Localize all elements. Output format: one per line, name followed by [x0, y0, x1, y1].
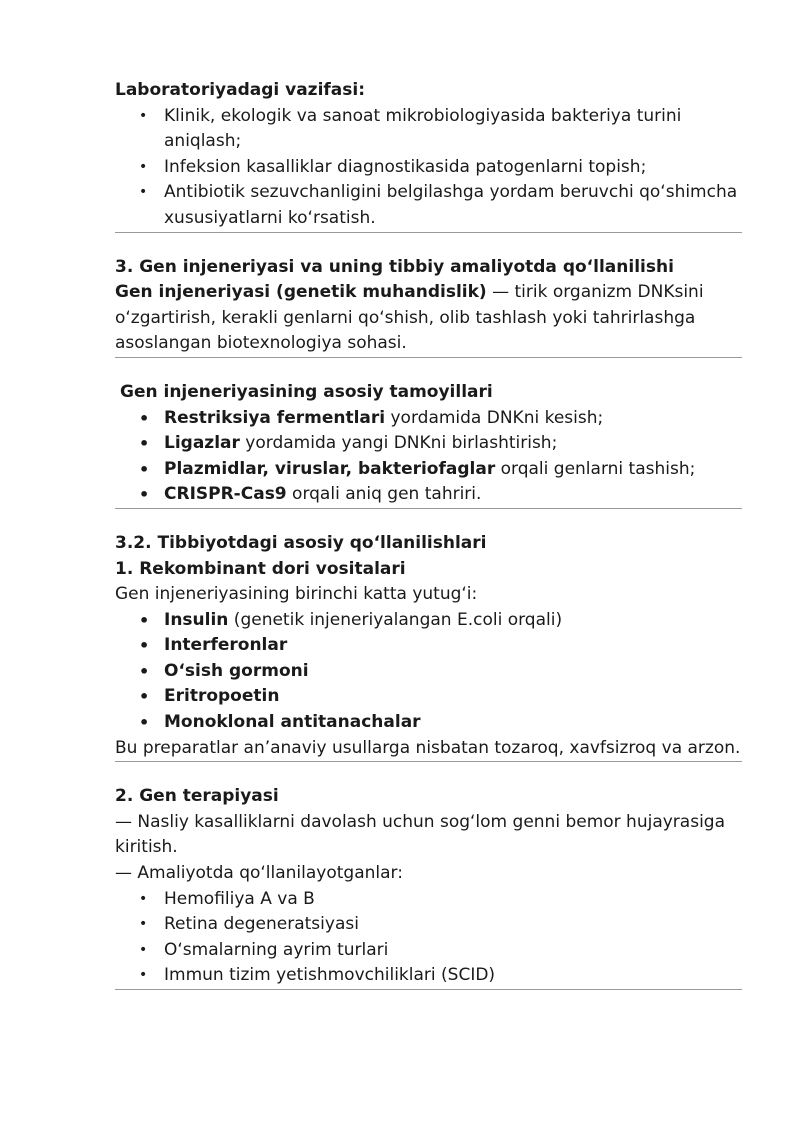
- item-text: (genetik injeneriyalangan E.coli orqali): [228, 609, 563, 630]
- gene-therapy-list: [115, 887, 742, 989]
- gene-engineering-heading: 3. Gen injeneriyasi va uning tibbiy amaliyotda qo‘llanilishi: [115, 256, 674, 277]
- item-term: Ligazlar: [164, 433, 240, 454]
- list-item: • Hemofiliya A va B: [115, 887, 742, 913]
- list-item: [115, 457, 742, 483]
- recombinant-intro: Gen injeneriyasining birinchi katta yutug‘i:: [115, 584, 478, 605]
- item-text: yordamida yangi DNKni birlashtirish;: [239, 433, 558, 454]
- item-term: Plazmidlar, viruslar, bakteriofaglar: [164, 458, 496, 479]
- principles-section: [115, 380, 742, 509]
- principles-list: [115, 406, 742, 508]
- definition-text: — tirik organizm DNKsini o‘zgartirish, kerakli genlarni qo‘shish, olib tashlash yoki tahrirlashga asoslangan biotexnologiya sohasi.: [115, 282, 704, 354]
- recombinant-drugs-subheading: 1. Rekombinant dori vositalari: [115, 558, 406, 579]
- item-term: O‘sish gormoni: [164, 660, 309, 681]
- list-item: • Infeksion kasalliklar diagnostikasida patogenlarni topish;: [115, 155, 742, 181]
- lab-tasks-heading: Laboratoriyadagi vazifasi:: [115, 80, 366, 100]
- gene-therapy-line-2: — Amaliyotda qo‘llanilayotganlar:: [115, 863, 403, 884]
- list-item: • Retina degeneratsiyasi: [115, 912, 742, 938]
- list-item: • O‘smalarning ayrim turlari: [115, 938, 742, 964]
- list-item: • Immun tizim yetishmovchiliklari (SCID): [115, 963, 742, 989]
- item-term: Eritropoetin: [164, 686, 280, 707]
- document-page: [115, 78, 742, 990]
- recombinant-outro: Bu preparatlar an’anaviy usullarga nisbatan tozaroq, xavfsizroq va arzon.: [115, 737, 741, 758]
- list-item: [115, 633, 742, 659]
- item-term: Interferonlar: [164, 635, 288, 656]
- medical-applications-section: [115, 531, 742, 762]
- list-item: [115, 431, 742, 457]
- principles-heading: Gen injeneriyasining asosiy tamoyillari: [120, 381, 493, 402]
- list-item: • Antibiotik sezuvchanligini belgilashga yordam beruvchi qo‘shimcha xususiyatlarni ko‘rsatish.: [115, 180, 742, 231]
- list-item: [115, 608, 742, 634]
- item-term: Monoklonal antitanachalar: [164, 712, 421, 733]
- item-text: yordamida DNKni kesish;: [385, 407, 604, 428]
- medical-applications-heading: 3.2. Tibbiyotdagi asosiy qo‘llanilishlari: [115, 532, 487, 553]
- definition-term: Gen injeneriyasi (genetik muhandislik): [115, 282, 487, 303]
- recombinant-list: [115, 608, 742, 736]
- list-item: [115, 684, 742, 710]
- gene-therapy-heading: 2. Gen terapiyasi: [115, 786, 279, 807]
- gene-therapy-section: [115, 784, 742, 990]
- gene-therapy-line-1: — Nasliy kasalliklarni davolash uchun sog‘lom genni bemor hujayrasiga kiritish.: [115, 811, 725, 858]
- list-item: [115, 659, 742, 685]
- item-text: orqali genlarni tashish;: [495, 458, 696, 479]
- item-text: orqali aniq gen tahriri.: [286, 484, 482, 505]
- list-item: [115, 482, 742, 508]
- lab-tasks-section: [115, 78, 742, 233]
- list-item: • Klinik, ekologik va sanoat mikrobiologiyasida bakteriya turini aniqlash;: [115, 104, 742, 155]
- item-term: Insulin: [164, 609, 229, 630]
- item-term: Restriksiya fermentlari: [164, 407, 386, 428]
- list-item: [115, 710, 742, 736]
- item-term: CRISPR-Cas9: [164, 484, 287, 505]
- list-item: [115, 406, 742, 432]
- gene-engineering-section: [115, 255, 742, 358]
- gene-engineering-definition: [115, 280, 742, 357]
- lab-tasks-list: [115, 104, 742, 232]
